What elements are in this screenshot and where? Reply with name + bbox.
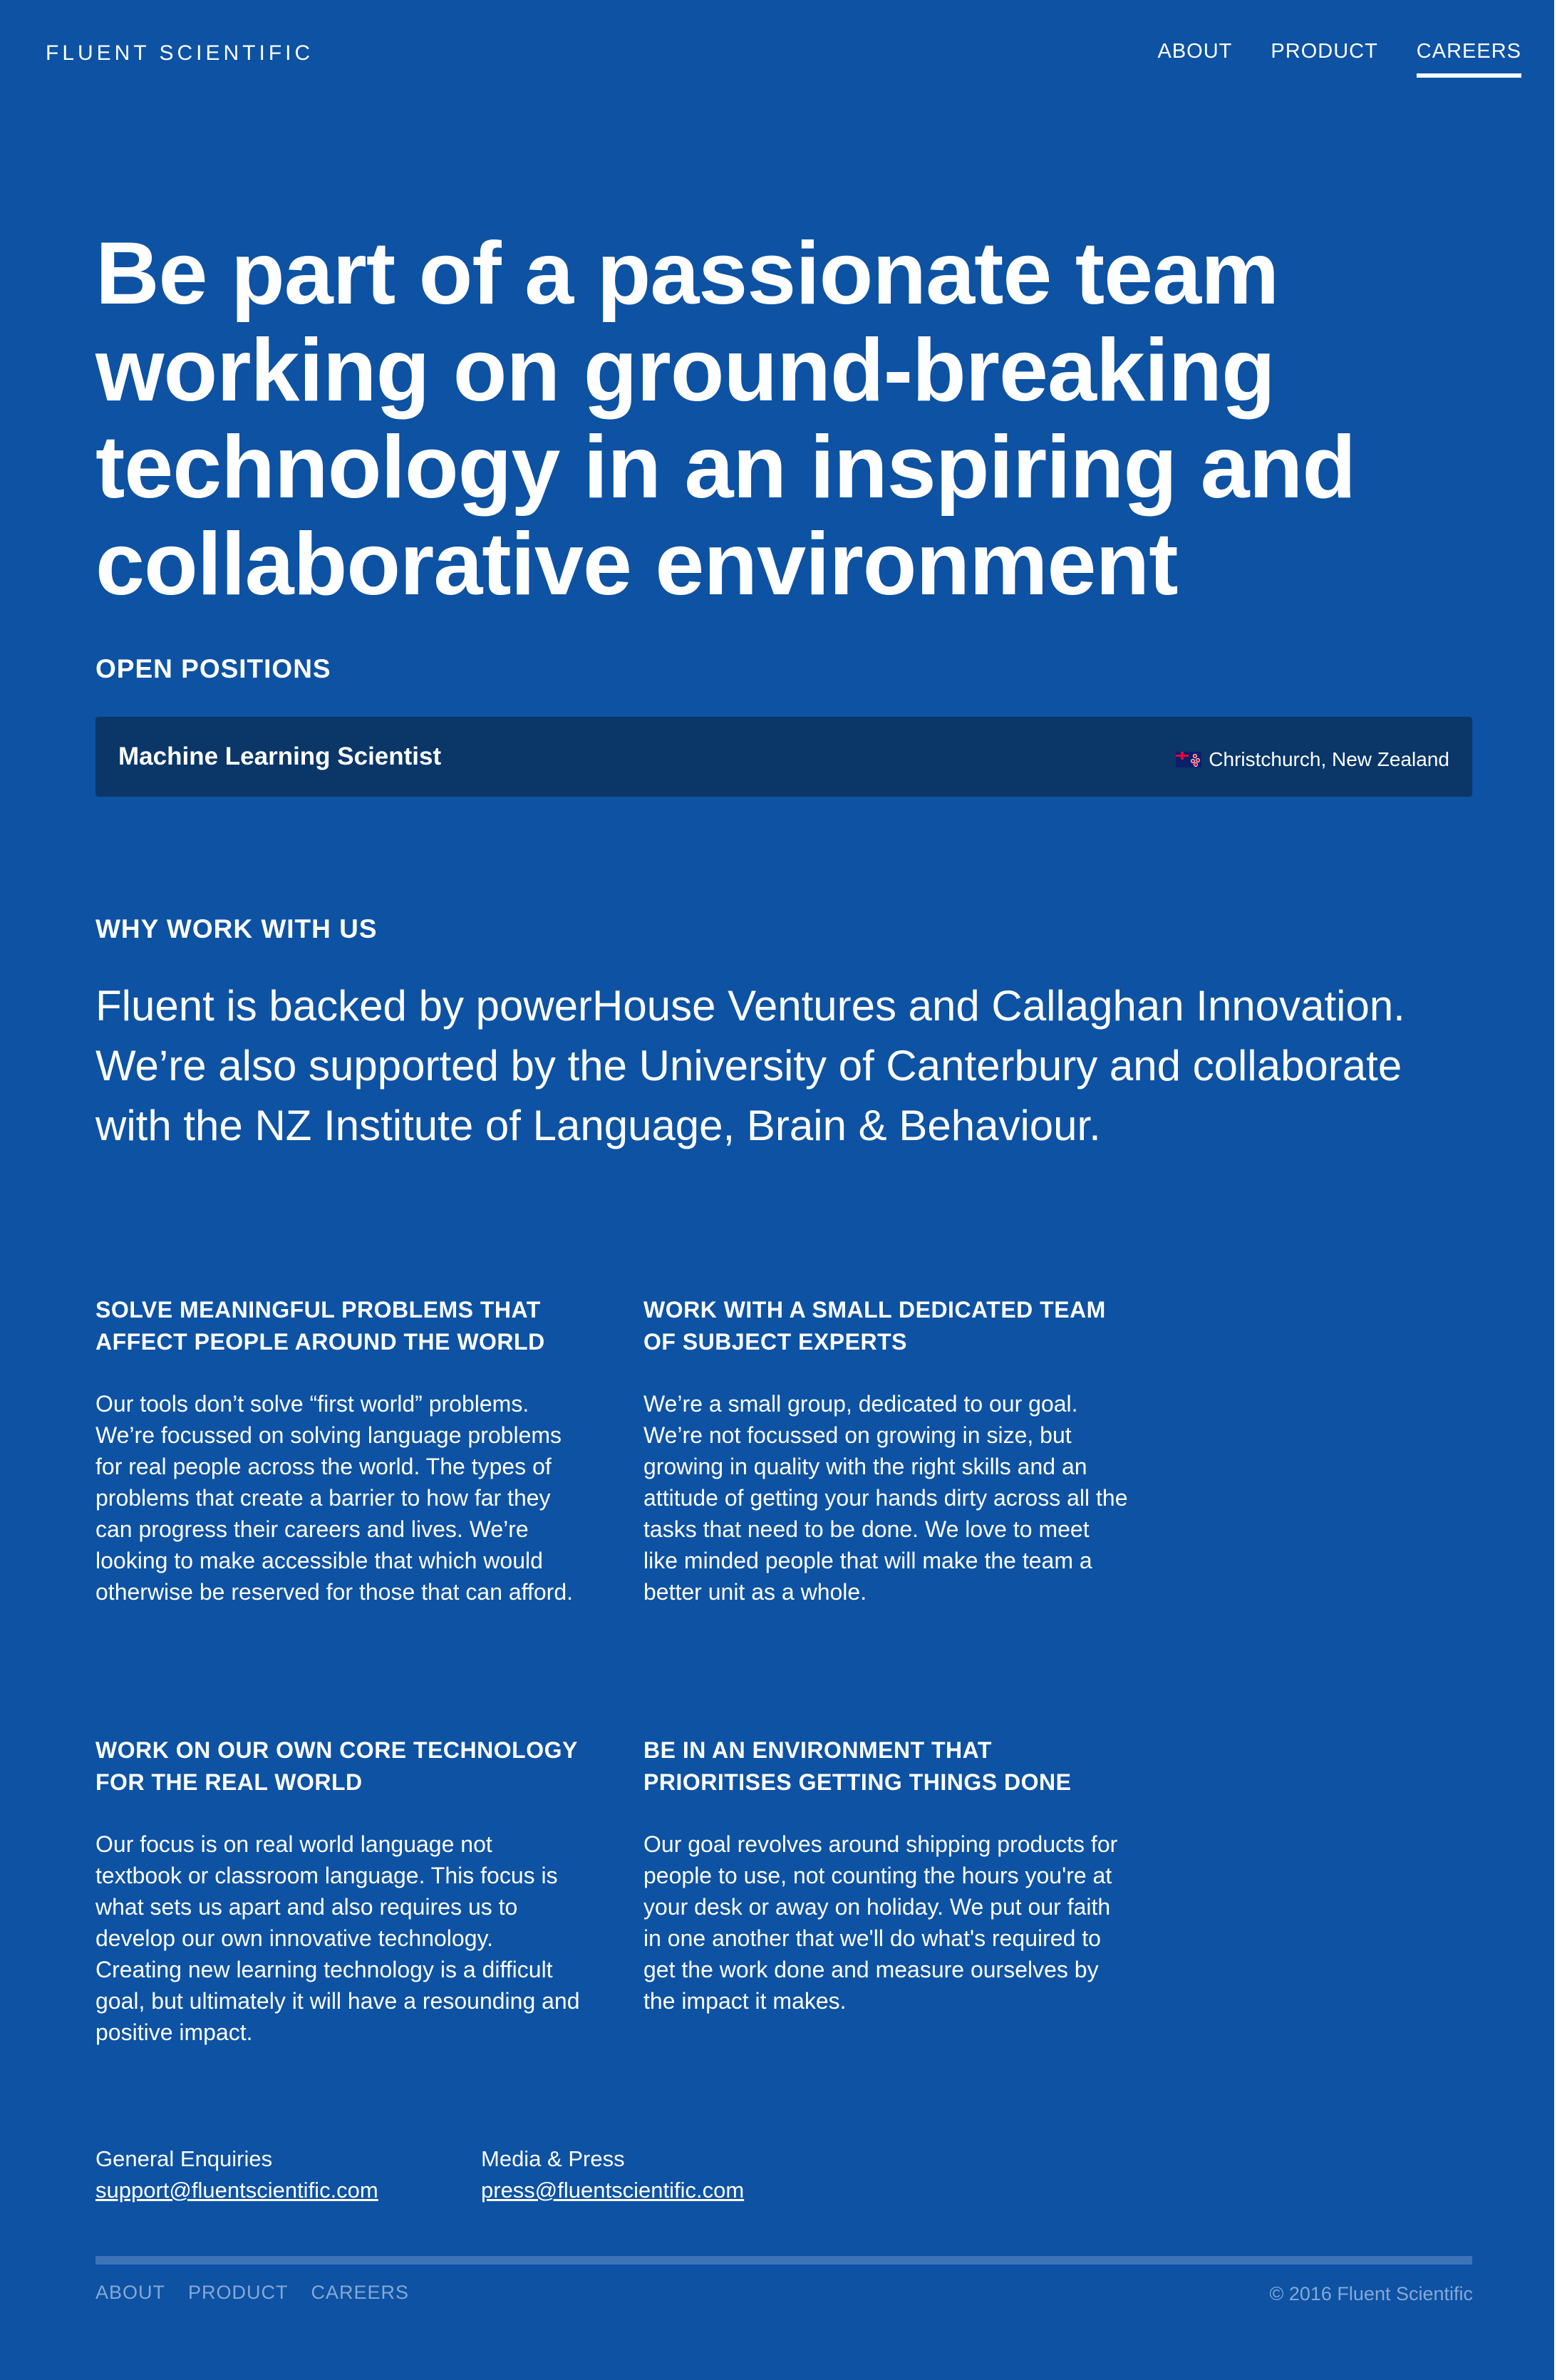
why-work-heading: WHY WORK WITH US: [95, 914, 378, 943]
feature-small-team: [643, 1294, 1128, 1608]
hero-title: Be part of a passionate team working on ground-breaking technology in an inspiring and collaborative environment: [95, 224, 1356, 614]
nav-careers-link[interactable]: CAREERS: [1417, 40, 1521, 78]
feature-body: We’re a small group, dedicated to our goal. We’re not focussed on growing in size, but growing in quality with the right skills and an attitude of getting your hands dirty across all the tasks that need to be done. We love to meet like minded people that will make the team a better unit as a whole.: [643, 1391, 1128, 1605]
position-title[interactable]: Machine Learning Scientist: [118, 743, 442, 770]
footer-copyright: © 2016 Fluent Scientific: [1269, 2283, 1473, 2304]
feature-title: SOLVE MEANINGFUL PROBLEMS THAT AFFECT PEOPLE AROUND THE WORLD: [95, 1297, 545, 1355]
brand-logo-text[interactable]: FLUENT SCIENTIFIC: [46, 41, 314, 65]
new-zealand-flag-icon: [1176, 752, 1201, 767]
feature-title: BE IN AN ENVIRONMENT THAT PRIORITISES GETTING THINGS DONE: [643, 1737, 1072, 1795]
feature-title: WORK WITH A SMALL DEDICATED TEAM OF SUBJECT EXPERTS: [643, 1297, 1106, 1355]
footer-nav: [95, 2282, 409, 2304]
main-nav: [1158, 40, 1522, 78]
feature-body: Our goal revolves around shipping products for people to use, not counting the hours you're at your desk or away on holiday. We put our faith in one another that we'll do what's required to get the work done and measure ourselves by the impact it makes.: [643, 1831, 1118, 2014]
footer-product-link[interactable]: PRODUCT: [188, 2282, 289, 2303]
nav-product-link[interactable]: PRODUCT: [1271, 40, 1378, 63]
feature-core-technology: [95, 1734, 580, 2048]
contact-press: [481, 2143, 744, 2206]
feature-getting-things-done: [643, 1734, 1128, 2017]
press-email-link[interactable]: press@fluentscientific.com: [481, 2178, 745, 2203]
why-intro-text: Fluent is backed by powerHouse Ventures and Callaghan Innovation. We’re also supported by the University of Canterbury and collaborate with the NZ Institute of Language, Brain & Behaviour.: [95, 982, 1405, 1149]
feature-meaningful-problems: [95, 1294, 580, 1608]
feature-body: Our tools don’t solve “first world” problems. We’re focussed on solving language problems for real people across the world. The types of problems that create a barrier to how far they can progress their careers and lives. We’re looking to make accessible that which would otherwise be reserved for those that can afford.: [95, 1391, 574, 1605]
footer-divider: [95, 2256, 1472, 2265]
position-card[interactable]: [95, 717, 1472, 797]
footer-careers-link[interactable]: CAREERS: [311, 2282, 410, 2303]
window-edge: [1554, 0, 1557, 2380]
position-location-text: Christchurch, New Zealand: [1209, 748, 1449, 770]
footer-about-link[interactable]: ABOUT: [95, 2282, 166, 2303]
contact-label: Media & Press: [481, 2146, 625, 2171]
feature-title: WORK ON OUR OWN CORE TECHNOLOGY FOR THE REAL WORLD: [95, 1737, 578, 1795]
position-location: [1176, 748, 1449, 771]
contact-label: General Enquiries: [95, 2146, 273, 2171]
nav-about-link[interactable]: ABOUT: [1157, 40, 1233, 63]
open-positions-heading: OPEN POSITIONS: [95, 654, 331, 683]
contact-general: [95, 2143, 378, 2206]
feature-body: Our focus is on real world language not textbook or classroom language. This focus is what sets us apart and also requires us to develop our own innovative technology. Creating new learning technology is a difficult goal, but ultimately it will have a resounding and positive impact.: [95, 1831, 580, 2045]
support-email-link[interactable]: support@fluentscientific.com: [95, 2178, 378, 2203]
